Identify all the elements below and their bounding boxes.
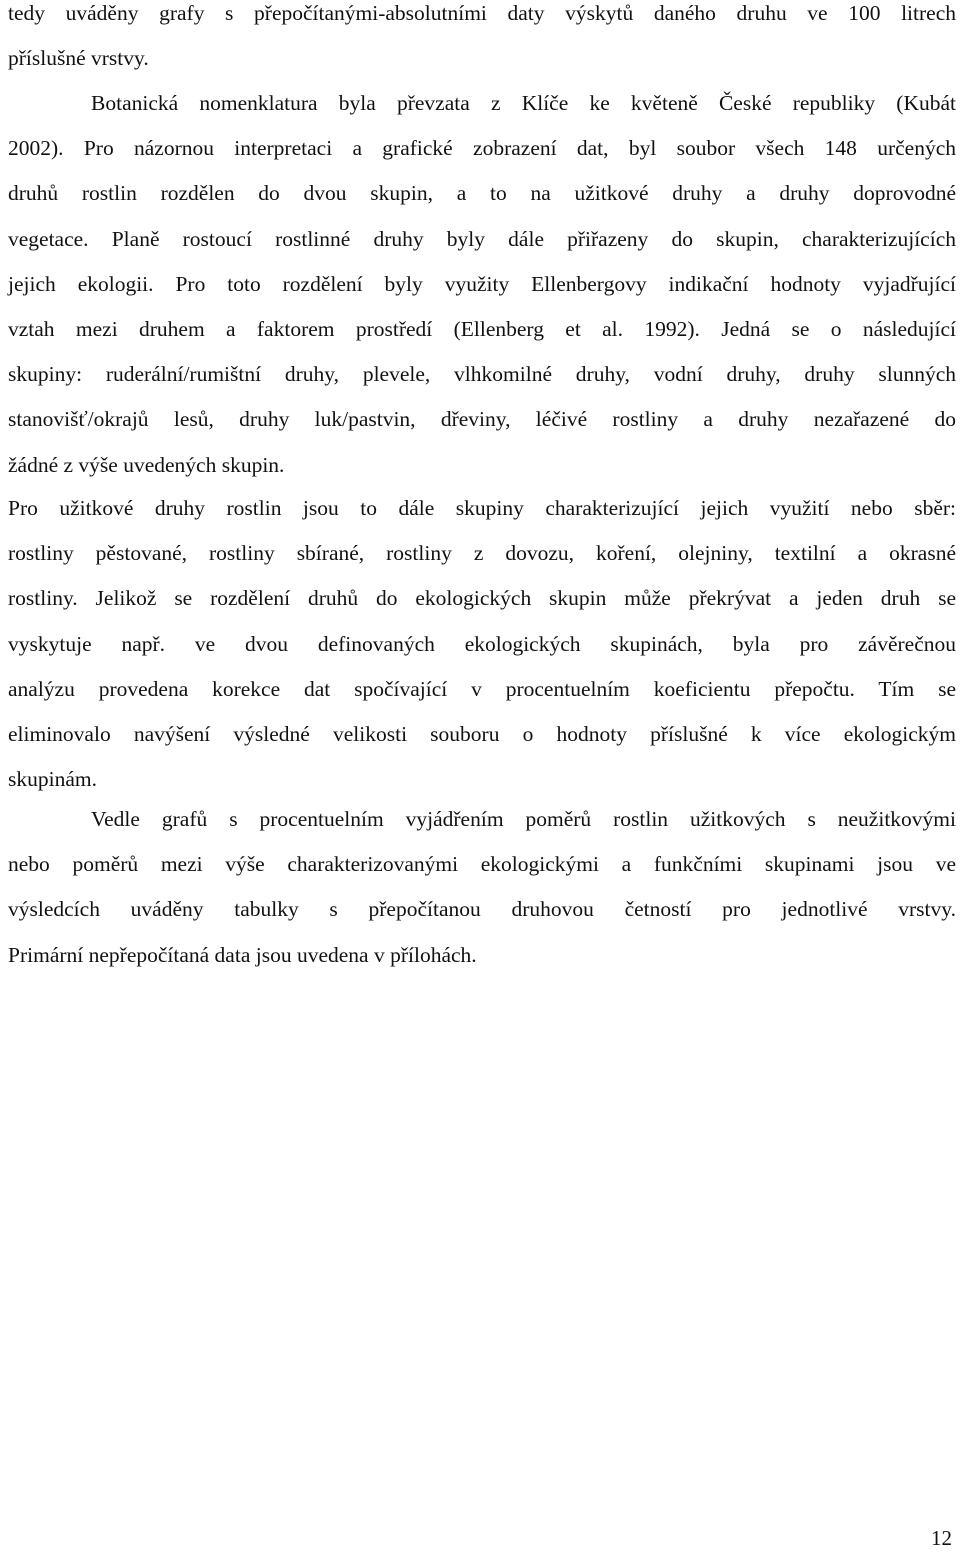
text-line: skupiny: ruderální/rumištní druhy, plevele, vlhkomilné druhy, vodní druhy, druhy slunných — [8, 362, 956, 387]
paragraph-4 — [8, 797, 956, 978]
text-line: analýzu provedena korekce dat spočívající v procentuelním koeficientu přepočtu. Tím se — [8, 676, 956, 701]
text-line: rostliny. Jelikož se rozdělení druhů do ekologických skupin může překrývat a jeden druh se — [8, 586, 956, 611]
text-line: vztah mezi druhem a faktorem prostředí (Ellenberg et al. 1992). Jedná se o následující — [8, 316, 956, 341]
text-line: výsledcích uváděny tabulky s přepočítanou druhovou četností pro jednotlivé vrstvy. — [8, 897, 956, 922]
text-line: vyskytuje např. ve dvou definovaných ekologických skupinách, byla pro závěrečnou — [8, 631, 956, 656]
paragraph-1 — [8, 0, 956, 81]
text-line: tedy uváděny grafy s přepočítanými-absolutními daty výskytů daného druhu ve 100 litrech — [8, 1, 956, 25]
text-line: Primární nepřepočítaná data jsou uvedena v přílohách. — [8, 942, 477, 967]
text-line: rostliny pěstované, rostliny sbírané, rostliny z dovozu, koření, olejniny, textilní a okrasné — [8, 541, 956, 566]
text-line: eliminovalo navýšení výsledné velikosti souboru o hodnoty příslušné k více ekologickým — [8, 721, 956, 746]
text-line: žádné z výše uvedených skupin. — [8, 452, 285, 477]
text-line: druhů rostlin rozdělen do dvou skupin, a to na užitkové druhy a druhy doprovodné — [8, 181, 956, 206]
page-number: 12 — [931, 1526, 952, 1550]
text-line: Botanická nomenklatura byla převzata z Klíče ke květeně České republiky (Kubát — [91, 91, 956, 115]
paragraph-3 — [8, 486, 956, 802]
text-line: skupinám. — [8, 767, 97, 792]
text-line: Vedle grafů s procentuelním vyjádřením poměrů rostlin užitkových s neužitkovými — [91, 807, 956, 831]
paragraph-2 — [8, 81, 956, 488]
text-line: Pro užitkové druhy rostlin jsou to dále skupiny charakterizující jejich využití nebo sběr: — [8, 496, 956, 520]
text-line: příslušné vrstvy. — [8, 46, 149, 71]
text-line: stanovišť/okrajů lesů, druhy luk/pastvin, dřeviny, léčivé rostliny a druhy nezařazené do — [8, 407, 956, 432]
text-line: vegetace. Planě rostoucí rostlinné druhy byly dále přiřazeny do skupin, charakterizujících — [8, 226, 956, 251]
text-line: nebo poměrů mezi výše charakterizovanými ekologickými a funkčními skupinami jsou ve — [8, 852, 956, 877]
text-line: jejich ekologii. Pro toto rozdělení byly využity Ellenbergovy indikační hodnoty vyjadřující — [8, 271, 956, 296]
text-line: 2002). Pro názornou interpretaci a grafické zobrazení dat, byl soubor všech 148 určených — [8, 136, 956, 161]
